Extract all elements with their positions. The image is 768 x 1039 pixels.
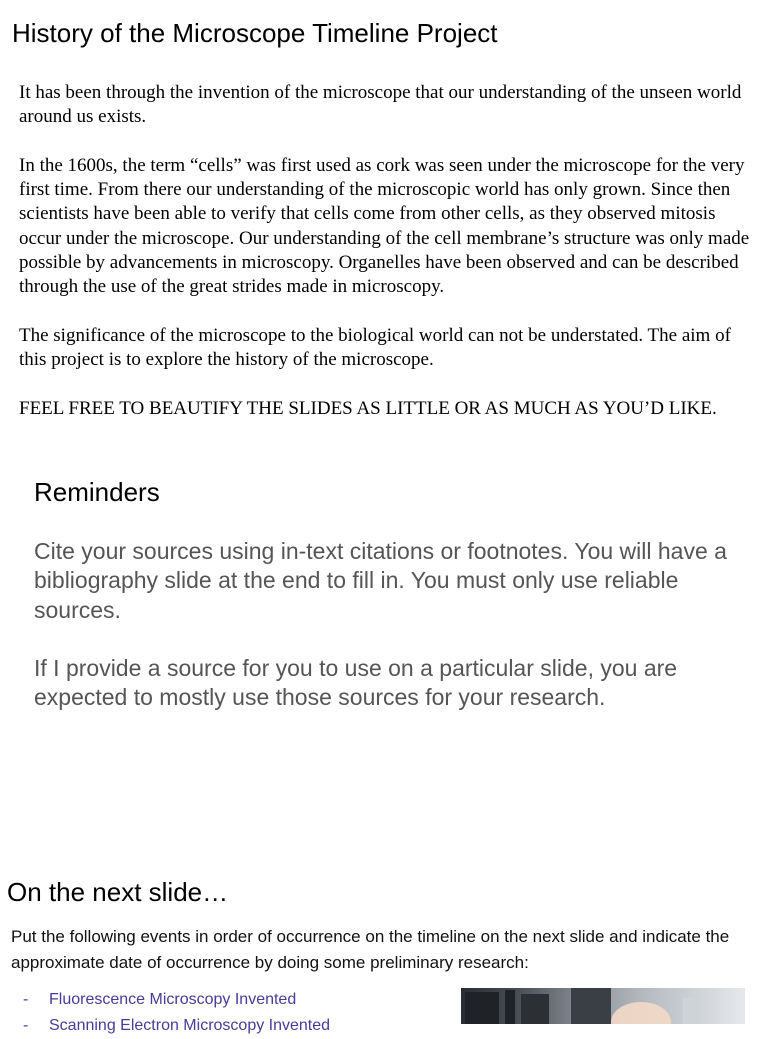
intro-paragraph: In the 1600s, the term “cells” was first used as cork was seen under the microscope for the very first time. From there our understanding of the microscopic world has only grown. Since then scientists have been able to verify that cells come from other cells, as they observed mitosis occur under the microscope. Our understanding of the cell membrane’s structure was only made possible by advancements in microscopy. Organelles have been observed and can be described through the use of the great strides made in microscopy. bbox=[19, 154, 750, 298]
intro-paragraph: It has been through the invention of the microscope that our understanding of the unseen world around us exists. bbox=[19, 82, 742, 128]
beautify-note: FEEL FREE TO BEAUTIFY THE SLIDES AS LITTLE OR AS MUCH AS YOU’D LIKE. bbox=[19, 397, 717, 419]
reminder-paragraph: Cite your sources using in-text citations or footnotes. You will have a bibliography slide at the end to fill in. You must only use reliable sources. bbox=[34, 538, 727, 623]
intro-paragraph: The significance of the microscope to the biological world can not be understated. The aim of this project is to explore the history of the microscope. bbox=[19, 324, 731, 371]
intro-body bbox=[19, 81, 751, 445]
reminder-paragraph: If I provide a source for you to use on a particular slide, you are expected to mostly use those sources for your research. bbox=[34, 655, 678, 711]
next-slide-instructions: Put the following events in order of occurrence on the timeline on the next slide and indicate the approximate date of occurrence by doing some preliminary research: bbox=[11, 927, 730, 972]
microscope-photo bbox=[461, 988, 745, 1024]
page-title: History of the Microscope Timeline Project bbox=[12, 18, 498, 48]
list-item[interactable] bbox=[23, 987, 443, 1013]
reminders-body bbox=[34, 537, 734, 742]
next-slide-title: On the next slide… bbox=[7, 877, 229, 907]
bullet-dash: - bbox=[23, 1017, 29, 1034]
event-list bbox=[23, 987, 443, 1039]
reminders-title: Reminders bbox=[34, 477, 160, 507]
event-label[interactable]: Fluorescence Microscopy Invented bbox=[49, 991, 297, 1008]
list-item[interactable] bbox=[23, 1013, 443, 1039]
bullet-dash: - bbox=[23, 991, 29, 1008]
event-label[interactable]: Scanning Electron Microscopy Invented bbox=[49, 1017, 331, 1034]
